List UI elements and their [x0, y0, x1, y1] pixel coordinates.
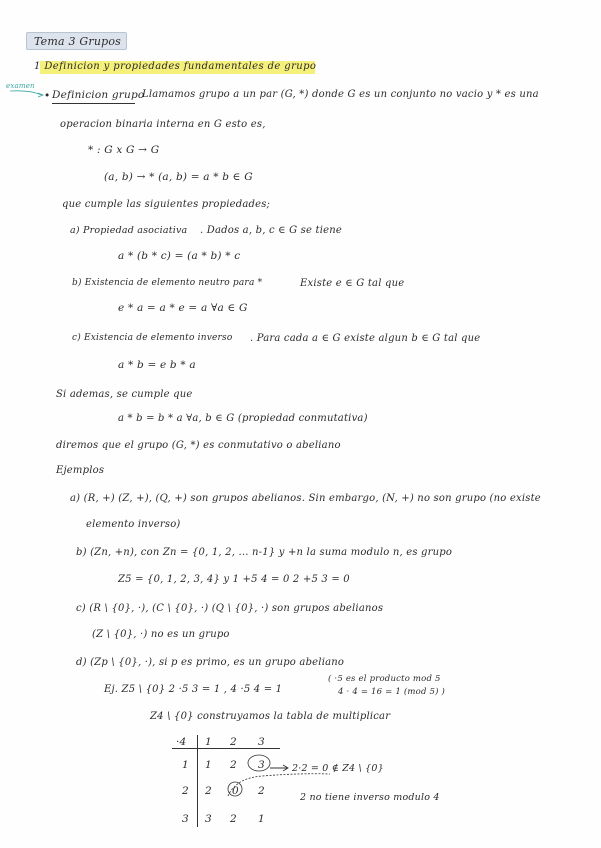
table-cell: 2 — [205, 785, 212, 797]
table-cell: 2 — [230, 813, 237, 825]
examples-heading: Ejemplos — [56, 465, 105, 476]
definition-text-2: operacion binaria interna en G esto es, — [60, 119, 266, 130]
zero-circle-icon — [228, 782, 242, 796]
commutative-conclusion: diremos que el grupo (G, *) es conmutativo o abeliano — [56, 440, 341, 451]
example-d-2: Ej. Z5 \ {0} 2 ·5 3 = 1 , 4 ·5 4 = 1 — [104, 684, 283, 695]
table-header-cell: 2 — [230, 736, 237, 748]
example-c-2: (Z \ {0}, ·) no es un grupo — [92, 629, 230, 640]
example-b-2: Z5 = {0, 1, 2, 3, 4} y 1 +5 4 = 0 2 +5 3 = 0 — [118, 574, 350, 585]
example-a-2: elemento inverso) — [86, 519, 181, 530]
margin-note: examen — [6, 82, 35, 90]
property-c-label: c) Existencia de elemento inverso — [72, 333, 233, 343]
property-a-formula: a * (b * c) = (a * b) * c — [118, 250, 241, 262]
table-cell: 1 — [258, 813, 265, 825]
table-cell: 3 — [182, 813, 189, 825]
commutative-formula: a * b = b * a ∀a, b ∈ G (propiedad conmutativa) — [118, 413, 368, 424]
commutative-intro: Si ademas, se cumple que — [56, 389, 193, 400]
table-cell: 2 — [258, 785, 265, 797]
property-b-label: b) Existencia de elemento neutro para * — [72, 278, 263, 288]
table-header-cell: 1 — [205, 736, 212, 748]
definition-map-2: (a, b) → * (a, b) = a * b ∈ G — [104, 171, 253, 183]
arrow-icon — [270, 765, 288, 771]
section-heading: 1 Definicion y propiedades fundamentales de grupo — [34, 61, 317, 72]
property-b-formula: e * a = a * e = a ∀a ∈ G — [118, 302, 248, 314]
example-c-1: c) (R \ {0}, ·), (C \ {0}, ·) (Q \ {0}, ·) son grupos abelianos — [76, 603, 384, 614]
example-d-3: Z4 \ {0} construyamos la tabla de multiplicar — [150, 711, 391, 722]
table-cell: 3 — [258, 759, 265, 771]
table-cell: 1 — [205, 759, 212, 771]
table-arrow-note: 2·2 = 0 ∉ Z4 \ {0} — [292, 763, 384, 774]
table-cell: 3 — [205, 813, 212, 825]
table-cell: 2 — [230, 759, 237, 771]
property-c-text: . Para cada a ∈ G existe algun b ∈ G tal que — [250, 333, 481, 344]
definition-label: Definicion grupo — [52, 89, 145, 101]
highlight-circle-icon — [248, 755, 270, 771]
example-d-1: d) (Zp \ {0}, ·), si p es primo, es un grupo abeliano — [76, 657, 345, 668]
page-title: Tema 3 Grupos — [34, 35, 122, 48]
example-b-1: b) (Zn, +n), con Zn = {0, 1, 2, ... n-1} y +n la suma modulo n, es grupo — [76, 547, 453, 558]
properties-intro: que cumple las siguientes propiedades; — [62, 199, 271, 210]
property-a-label: a) Propiedad asociativa — [70, 225, 188, 236]
example-d-note-2: 4 · 4 = 16 = 1 (mod 5) ) — [338, 687, 446, 697]
property-a-text: . Dados a, b, c ∈ G se tiene — [200, 225, 342, 236]
property-c-formula: a * b = e b * a — [118, 359, 196, 371]
definition-map-1: * : G x G → G — [88, 144, 160, 156]
definition-text-1: Llamamos grupo a un par (G, *) donde G es un conjunto no vacio y * es una — [142, 89, 539, 100]
table-cell: 2 — [182, 785, 189, 797]
example-a-1: a) (R, +) (Z, +), (Q, +) son grupos abelianos. Sin embargo, (N, +) no son grupo (no existe — [70, 493, 541, 504]
table-header-cell: ·4 — [176, 736, 187, 748]
table-cell: 1 — [182, 759, 189, 771]
property-b-text: Existe e ∈ G tal que — [300, 278, 405, 289]
table-cell: 0 — [232, 785, 239, 797]
table-header-cell: 3 — [258, 736, 265, 748]
example-d-note-1: ( ·5 es el producto mod 5 — [328, 674, 441, 684]
table-no-inverse-note: 2 no tiene inverso modulo 4 — [300, 792, 440, 803]
